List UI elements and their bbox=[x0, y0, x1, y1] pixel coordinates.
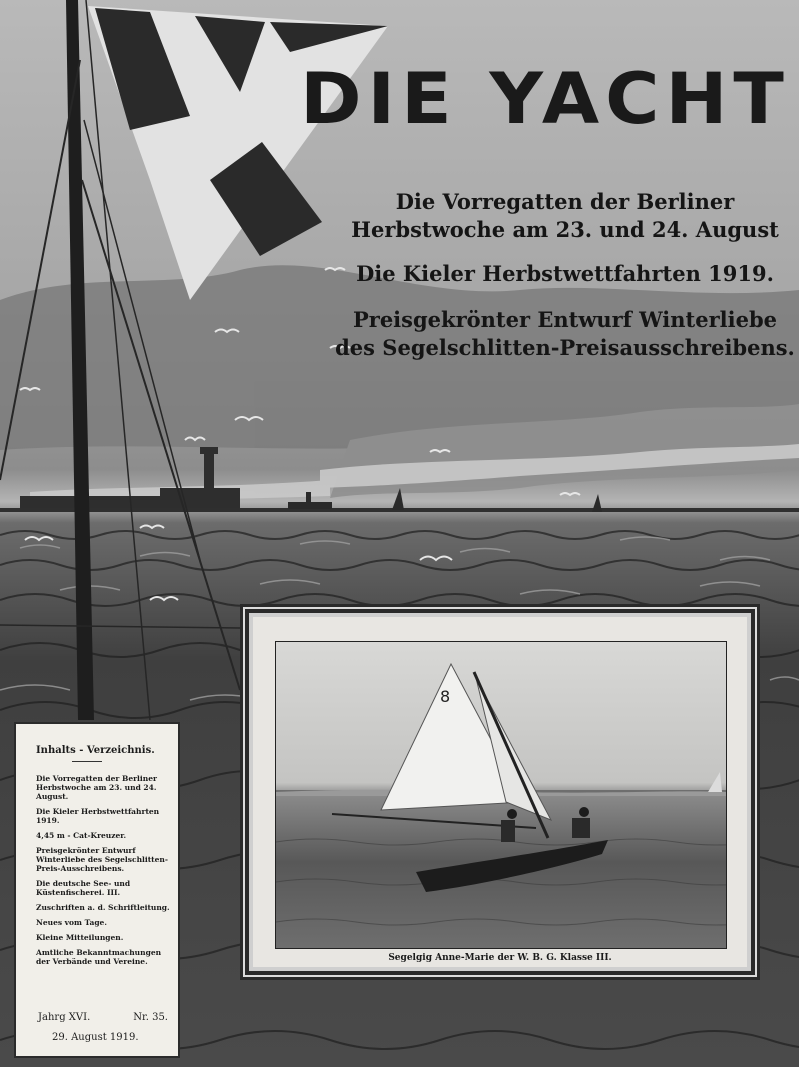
toc-item: Neues vom Tage. bbox=[36, 918, 107, 927]
volume-label: Jahrg XVI. bbox=[38, 1012, 91, 1023]
toc-item: Zuschriften a. d. Schriftleitung. bbox=[36, 903, 170, 912]
toc-item: Die Kieler Herbstwettfahrten 1919. bbox=[36, 807, 160, 825]
headline-berlin-regattas: Die Vorregatten der Berliner Herbstwoche am 23. und 24. August bbox=[351, 189, 779, 242]
magazine-title: DIE YACHT bbox=[300, 58, 790, 140]
photo-frame bbox=[240, 604, 760, 980]
toc-item: Die Vorregatten der Berliner Herbstwoche am 23. und 24. August. bbox=[36, 774, 157, 801]
pennant-flag bbox=[88, 6, 388, 300]
issue-date: 29. August 1919. bbox=[52, 1032, 139, 1043]
table-of-contents bbox=[14, 722, 180, 1058]
issue-info bbox=[38, 1008, 168, 1048]
issue-number: Nr. 35. bbox=[133, 1012, 168, 1023]
toc-title: Inhalts - Verzeichnis. bbox=[36, 745, 155, 756]
toc-item: Amtliche Bekanntmachungen der Verbände und Vereine. bbox=[36, 948, 162, 966]
headline-ice-yacht-design: Preisgekrönter Entwurf Winterliebe des Segelschlitten-Preisausschreibens. bbox=[335, 307, 795, 360]
toc-item: 4,45 m - Cat-Kreuzer. bbox=[36, 831, 127, 840]
sailing-dinghy-picture bbox=[276, 642, 726, 948]
toc-item: Die deutsche See- und Küstenfischerei. III. bbox=[36, 879, 131, 897]
headline-kiel-races: Die Kieler Herbstwettfahrten 1919. bbox=[356, 261, 774, 286]
photo-caption: Segelgig Anne-Marie der W. B. G. Klasse III. bbox=[388, 953, 612, 963]
toc-item: Kleine Mitteilungen. bbox=[36, 933, 124, 942]
sail-number: 8 bbox=[440, 687, 451, 706]
sailing-photo bbox=[275, 641, 727, 949]
toc-item: Preisgekrönter Entwurf Winterliebe des Segelschlitten-Preis-Ausschreibens. bbox=[36, 846, 168, 873]
toc-divider bbox=[72, 761, 102, 762]
